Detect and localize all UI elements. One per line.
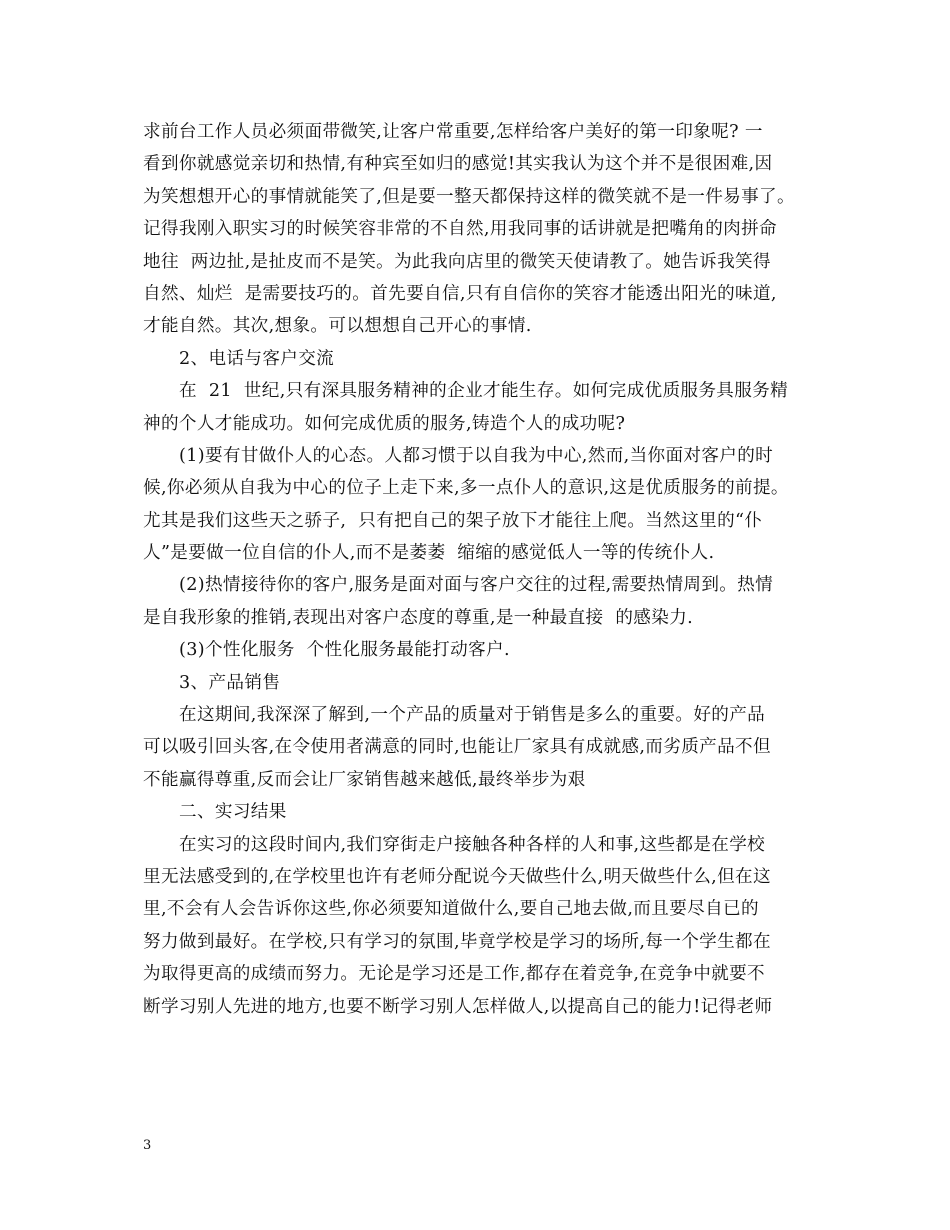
text-line: 为取得更高的成绩而努力。无论是学习还是工作,都存在着竞争,在竞争中就要不 [143, 964, 765, 985]
text-line: (3)个性化服务 个性化服务最能打动客户. [179, 640, 510, 661]
page-number: 3 [143, 1138, 152, 1153]
text-line: 二、实习结果 [179, 802, 287, 823]
text-line: 记得我刚入职实习的时候笑容非常的不自然,用我同事的话讲就是把嘴角的肉拼命 [143, 219, 777, 240]
text-line: (2)热情接待你的客户,服务是面对面与客户交往的过程,需要热情周到。热情 [179, 575, 774, 596]
text-line: 求前台工作人员必须面带微笑,让客户常重要,怎样给客户美好的第一印象呢? 一 [143, 122, 763, 142]
text-line: 是自我形象的推销,表现出对客户态度的尊重,是一种最直接 的感染力. [143, 607, 694, 628]
text-line: 在这期间,我深深了解到,一个产品的质量对于销售是多么的重要。好的产品 [179, 705, 766, 726]
text-line: 断学习别人先进的地方,也要不断学习别人怎样做人,以提高自己的能力!记得老师 [143, 996, 773, 1017]
text-line: 人”是要做一位自信的仆人,而不是萎萎 缩缩的感觉低人一等的传统仆人. [143, 543, 715, 564]
text-line: 尤其是我们这些天之骄子, 只有把自己的架子放下才能往上爬。当然这里的“仆 [143, 510, 763, 531]
text-line: (1)要有甘做仆人的心态。人都习惯于以自我为中心,然而,当你面对客户的时 [179, 445, 774, 466]
text-line: 可以吸引回头客,在令使用者满意的同时,也能让厂家具有成就感,而劣质产品不但 [143, 737, 771, 758]
document-body [143, 116, 815, 1023]
text-line: 神的个人才能成功。如何完成优质的服务,铸造个人的成功呢? [143, 413, 626, 434]
text-line: 在 21 世纪,只有深具服务精神的企业才能生存。如何完成优质服务具服务精 [179, 381, 789, 402]
text-line: 自然、灿烂 是需要技巧的。首先要自信,只有自信你的笑容才能透出阳光的味道, [143, 283, 777, 304]
text-line: 为笑想想开心的事情就能笑了,但是要一整天都保持这样的微笑就不是一件易事了。 [143, 186, 795, 207]
text-line: 候,你必须从自我为中心的位子上走下来,多一点仆人的意识,这是优质服务的前提。 [143, 478, 789, 499]
text-line: 2、电话与客户交流 [179, 348, 335, 369]
text-line: 努力做到最好。在学校,只有学习的氛围,毕竟学校是学习的场所,每一个学生都在 [143, 931, 771, 952]
text-line: 3、产品销售 [179, 672, 281, 693]
text-line: 看到你就感觉亲切和热情,有种宾至如归的感觉!其实我认为这个并不是很困难,因 [143, 154, 773, 175]
text-line: 不能赢得尊重,反而会让厂家销售越来越低,最终举步为艰 [143, 769, 586, 790]
text-line: 才能自然。其次,想象。可以想想自己开心的事情. [143, 316, 532, 337]
text-line: 里,不会有人会告诉你这些,你必须要知道做什么,要自己地去做,而且要尽自已的 [143, 899, 759, 920]
text-line: 里无法感受到的,在学校里也许有老师分配说今天做些什么,明天做些什么,但在这 [143, 866, 771, 887]
text-line: 地往 两边扯,是扯皮而不是笑。为此我向店里的微笑天使请教了。她告诉我笑得 [143, 251, 771, 272]
text-line: 在实习的这段时间内,我们穿街走户接触各种各样的人和事,这些都是在学校 [179, 834, 766, 855]
